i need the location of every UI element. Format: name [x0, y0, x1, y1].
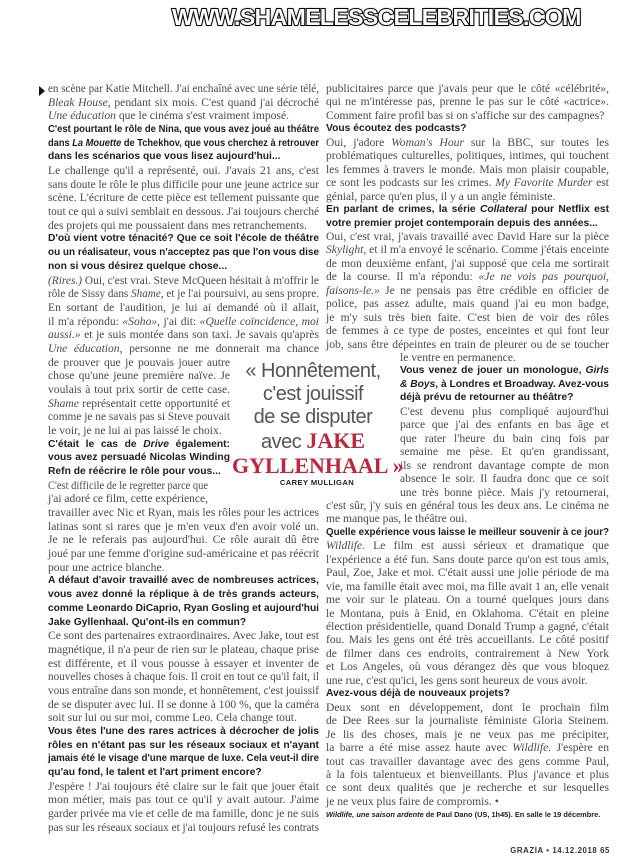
line-text: une rue, c'est qu'ici, les gens sont heureux de vous avoir. — [326, 673, 588, 687]
answer-line — [326, 795, 609, 808]
answer-line — [48, 643, 319, 656]
question-line — [48, 574, 319, 587]
answer-line — [326, 633, 609, 646]
line-text: Une éducation, personne ne me donnerait ma chance — [48, 341, 319, 355]
line-text: de se disputer avec lui. Il se donne à 100 %, que la caméra — [48, 697, 319, 711]
answer-line — [326, 674, 609, 687]
answer-line — [48, 629, 319, 642]
line-text: vous avez donné la réplique à de très grands acteurs, — [48, 589, 319, 601]
answer-line — [48, 410, 230, 423]
answer-line — [48, 178, 319, 191]
answer-line — [48, 657, 319, 670]
line-text: A défaut d'avoir travaillé avec de nombreuses actrices, — [48, 575, 319, 587]
answer-line — [400, 405, 609, 418]
line-text: Vous êtes l'une des rares actrices à décrocher de jolis — [48, 725, 319, 737]
pull-quote-line — [232, 429, 394, 454]
line-text: pas sur les réseaux sociaux et j'ai toujours refusé les contrats — [48, 820, 319, 834]
line-text: une très bonne pièce. Mais j'y retournerai, — [400, 485, 609, 499]
answer-line — [48, 506, 319, 519]
line-text: vous entraîne dans son monde, et honnêtement, c'est jouissif — [48, 683, 319, 697]
answer-line — [48, 82, 319, 95]
line-text: dans La Mouette de Tchekhov, que vous cherchez à retrouver — [48, 137, 319, 149]
line-text: J'espère ! J'ai toujours été claire sur le fait que jouer était — [48, 779, 319, 793]
line-text: ou un réalisateur, vous n'acceptez pas que l'on vous dise — [48, 247, 319, 259]
answer-line — [48, 315, 319, 328]
line-text: élection présidentielle, quand Donald Trump a gagné, c'était — [326, 620, 609, 633]
line-text: je ne veux plus faire de compromis. • — [326, 794, 499, 808]
answer-line — [48, 780, 319, 793]
line-text: soit sur lui ou sur moi, comme Leo. Cela change tout. — [48, 711, 297, 725]
line-text: Oui, c'est vrai, j'avais travaillé avec David Hare sur la pièce — [326, 229, 609, 243]
answer-line — [326, 95, 609, 108]
line-text: parce que j'ai des enfants en bas âge et — [400, 418, 609, 432]
line-text: latinas sont si rares que je m'en veux d'en avoir volé un. — [48, 519, 319, 533]
line-text: voulais à tout prix sortir de cette case. — [48, 382, 230, 396]
answer-line — [48, 698, 319, 711]
line-text: Je ne le referais pas aujourd'hui. Ce rôle aurait dû être — [48, 533, 319, 547]
question-line — [48, 232, 319, 245]
line-text: rôle de Sissy dans Shame, et je l'ai poursuivi, au sens propre. — [48, 287, 319, 301]
line-text: (Rires.) Oui, c'est vrai. Steve McQueen hésitait à m'offrir le — [48, 273, 319, 287]
answer-line — [48, 205, 319, 218]
question-line — [326, 687, 609, 700]
line-text: je m'y suis très bien faite. C'est bien de voir des rôles — [326, 310, 609, 324]
answer-line — [326, 257, 609, 270]
answer-line — [326, 607, 609, 620]
line-text: Refn de réécrire le rôle pour vous... — [48, 466, 221, 478]
line-text: ce sont deux qualités que je recherche et sur lesquelles — [326, 781, 609, 795]
line-text: sans doute le rôle le plus difficile pour une jeune actrice sur — [48, 177, 319, 191]
film-credit — [326, 808, 609, 821]
question-line — [48, 739, 319, 752]
line-text: qui ne m'intéresse pas, prenne le pas sur le côté «actrice». — [326, 95, 609, 109]
line-text: police, pas assez adulte, mais quand j'ai eu mon badge, — [326, 297, 609, 311]
answer-line — [326, 566, 609, 579]
line-text: de prouver que je pouvais jouer autre — [48, 355, 230, 369]
answer-line — [400, 459, 609, 472]
line-text: vous avez persuadé Nicolas Winding — [48, 452, 230, 464]
question-line — [48, 123, 319, 136]
answer-line — [400, 445, 609, 458]
answer-line — [326, 755, 609, 768]
line-text: publicitaires parce que j'avais peur que le côté «célébrité», — [326, 82, 609, 95]
line-text: vie, ma famille était avec moi, ma fille avait 1 an, elle venait — [326, 579, 609, 593]
answer-line — [48, 383, 230, 396]
line-text: qu'au fond, le talent et l'art priment encore? — [48, 767, 262, 778]
line-text: Wildlife, une saison ardente de Paul Dano (US, 1h45). En salle le 19 décembre. — [326, 810, 601, 820]
line-text: de filmer dans ces endroits, contrairement à New York — [326, 646, 609, 660]
line-text: Je lis des choses, mais je ne veux pas me précipiter, — [326, 727, 609, 741]
line-text: job, sans être dépeintes en train de pleurer ou de se toucher — [326, 337, 609, 351]
answer-line — [48, 424, 230, 437]
question-line — [48, 766, 319, 779]
pull-quote-line: « Honnêtement, — [245, 360, 381, 382]
pull-quote-name-last: GYLLENHAAL — [232, 453, 388, 478]
question-line — [326, 526, 609, 539]
line-text: dans les scénarios que vous lisez aujourd'hui... — [48, 151, 281, 163]
line-text: Jake Gyllenhaal. Qu'ont-ils en commun? — [48, 616, 247, 628]
answer-line — [326, 190, 609, 203]
answer-line — [326, 593, 609, 606]
line-text: semaine me pèse. Et qu'en grandissant, — [400, 445, 609, 459]
answer-line — [48, 109, 319, 122]
line-text: Une éducation que le cinéma s'est vraiment imposé. — [48, 109, 289, 123]
answer-line — [326, 553, 609, 566]
line-text: travailler avec Nic et Ryan, mais les rôles pour les actrices — [48, 506, 319, 520]
line-text: de Dee Rees sur la journaliste féministe Gloria Steinem. — [326, 714, 609, 728]
line-text: déjà prévu de retourner au théâtre? — [400, 392, 574, 404]
line-text: il m'a répondu: «Soho», j'ai dit: «Quelle coïncidence, moi — [48, 314, 319, 328]
answer-line — [326, 270, 609, 283]
answer-line — [326, 109, 609, 122]
line-text: Paul, Zoe, Jake et moi. C'était aussi une jolie période de ma — [326, 566, 609, 580]
line-text: l'expérience a été fun. Sans doute parce qu'on est tous amis, — [326, 552, 609, 566]
pull-quote-byline: CAREY MULLIGAN — [279, 478, 355, 487]
answer-line — [326, 701, 609, 714]
answer-line — [326, 243, 609, 256]
line-text: que rater l'heure du bain cinq fois par — [400, 431, 609, 445]
line-text: le voir, je ne lui ai pas laissé le choix. — [48, 424, 222, 437]
line-text: chose qu'une jeune première naïve. Je — [48, 369, 230, 383]
line-text: j'ai adoré ce film, cette expérience, — [48, 492, 208, 506]
line-text: D'où vient votre ténacité? Que ce soit l'école de théâtre — [48, 233, 319, 245]
question-line — [48, 150, 319, 163]
answer-line — [326, 781, 609, 794]
answer-line — [400, 432, 609, 445]
line-text: Skylight, et il m'a envoyé le scénario. Comme j'étais enceinte — [326, 243, 609, 257]
line-text: Deux sont en développement, dont le prochain film — [326, 700, 609, 714]
line-text: Le challenge qu'il a représenté, oui. J'avais 21 ans, c'est — [48, 164, 319, 178]
question-line — [48, 616, 319, 629]
line-text: de femmes à ce type de postes, enceintes et qui font leur — [326, 324, 609, 338]
line-text: des projets qui me poussaient dans mes retranchements. — [48, 218, 307, 232]
answer-line — [48, 191, 319, 204]
line-text: la barre a été mise assez haute avec Wildlife. J'espère en — [326, 741, 609, 755]
question-line — [48, 137, 319, 150]
line-text: rôles en n'étant pas sur les réseaux sociaux et n'ayant — [48, 739, 319, 751]
line-text: Wildlife. Le film est aussi sérieux et dramatique que — [326, 539, 609, 553]
line-text: en scène par Katie Mitchell. J'ai enchaîné avec une série télé, — [48, 82, 319, 95]
line-text: non si vous désirez quelque chose... — [48, 260, 228, 272]
line-text: le Montana, puis à Enid, en Oklahoma. C'était en pleine — [326, 606, 609, 620]
answer-line — [48, 369, 230, 382]
answer-line — [326, 297, 609, 310]
line-text: votre premier projet contemporain depuis des années... — [326, 217, 598, 229]
line-text: de mon deuxième enfant, j'ai supposé que cela me sortirait — [326, 256, 609, 270]
answer-line — [326, 741, 609, 754]
answer-line — [48, 492, 208, 505]
question-line — [48, 246, 319, 259]
line-text: génial, parce qu'en plus, il y a un angle féministe. — [326, 189, 556, 203]
question-line — [400, 391, 609, 404]
answer-line — [48, 547, 319, 560]
line-text: magnétique, il n'a peur de rien sur le plateau, chaque prise — [48, 642, 319, 656]
line-text: et Los Angeles, où vous dérangez dès que vous bloquez — [326, 660, 609, 674]
pull-quote-close: » — [387, 453, 404, 478]
pull-quote-line: c'est jouissif — [262, 383, 364, 405]
answer-line — [326, 338, 609, 351]
line-text: mon métier, mais pas tout ce qu'il y avait autour. J'aime — [48, 793, 319, 807]
question-line — [326, 203, 609, 216]
line-text: nouvelles choses à chaque fois. Il croit en tout ce qu'il fait, il — [48, 670, 319, 684]
answer-line — [48, 561, 319, 574]
pull-quote-line — [232, 453, 404, 479]
answer-line — [400, 486, 609, 499]
pull-quote-name-first: JAKE — [306, 428, 365, 453]
line-text: joué par une femme d'origine sud-américaine et pas réécrit — [48, 547, 319, 561]
line-text: C'est devenu plus compliqué aujourd'hui — [400, 404, 609, 418]
line-text: Ce sont des partenaires extraordinaires. Avec Jake, tout est — [48, 629, 319, 643]
question-line — [326, 122, 609, 135]
answer-line — [326, 512, 609, 525]
answer-line — [326, 647, 609, 660]
line-text: C'est pourtant le rôle de Nina, que vous avez joué au théâtre — [48, 124, 319, 136]
line-text: C'était le cas de Drive également: — [48, 438, 230, 450]
answer-line — [48, 533, 319, 546]
answer-line — [48, 356, 230, 369]
answer-line — [326, 728, 609, 741]
question-line — [400, 378, 609, 391]
answer-line — [326, 149, 609, 162]
line-text: Comment faire profil bas si on s'affiche sur des campagnes? — [326, 108, 605, 122]
answer-line — [326, 580, 609, 593]
line-text: scène. L'écriture de cette pièce est tellement puissante que — [48, 191, 319, 205]
line-text: Oui, j'adore Woman's Hour sur la BBC, sur toutes les — [326, 135, 609, 149]
answer-line — [326, 660, 609, 673]
answer-line — [326, 499, 609, 512]
answer-line — [48, 821, 319, 834]
line-text: Shame représentait cette opportunité et — [48, 396, 230, 410]
answer-line — [326, 324, 609, 337]
line-text: absence le soir. Il faudra donc que ce soit — [400, 472, 609, 486]
answer-line — [48, 807, 319, 820]
line-text: de la course. Il m'a répondu: «Je ne vois pas pourquoi, — [326, 270, 610, 284]
answer-line — [326, 284, 609, 297]
answer-line — [48, 520, 319, 533]
question-line — [400, 364, 609, 377]
question-line — [48, 465, 230, 478]
answer-line — [48, 164, 319, 177]
watermark: WWW.SHAMELESSCELEBRITIES.COM — [172, 4, 581, 30]
line-text: En parlant de crimes, la série Collateral pour Netflix est — [326, 204, 609, 216]
line-text: garder privée ma vie et celle de ma famille, donc je ne suis — [48, 807, 319, 821]
question-line — [48, 602, 319, 615]
question-line — [48, 752, 319, 765]
answer-line — [326, 539, 609, 552]
line-text: comme je ne savais pas si Steve pouvait — [48, 410, 230, 424]
line-text: tout ce qui a suivi semblait en dessous. J'ai toujours cherché — [48, 205, 319, 219]
line-text: tout cas travailler davantage avec des gens comme Paul, — [326, 754, 609, 768]
line-text: à la fois talentueux et bienveillants. Plus j'avance et plus — [326, 767, 609, 781]
continuation-arrow-icon — [39, 86, 45, 96]
answer-line — [48, 670, 319, 683]
answer-line — [48, 301, 319, 314]
answer-line — [48, 96, 319, 109]
line-text: les femmes à travers le monde. Mais mon plaisir coupable, — [326, 162, 609, 176]
line-text: problématiques culturelles, politiques, intimes, qui touchent — [326, 149, 609, 163]
line-text: Vous venez de jouer un monologue, Girls — [400, 365, 609, 377]
answer-line — [326, 136, 609, 149]
answer-line — [48, 479, 208, 492]
line-text: Bleak House, pendant six mois. C'est quand j'ai décroché — [48, 95, 319, 109]
answer-line — [48, 793, 319, 806]
answer-line — [48, 711, 319, 724]
line-text: fou. Mais les gens ont été très accueillants. Le côté positif — [326, 633, 609, 647]
answer-line — [326, 82, 609, 95]
line-text: pour une actrice blanche. — [48, 560, 165, 574]
answer-line — [48, 328, 319, 341]
line-text: comme Leonardo DiCaprio, Ryan Gosling et aujourd'hui — [48, 602, 319, 614]
question-line — [48, 725, 319, 738]
line-text: Avez-vous déjà de nouveaux projets? — [326, 688, 510, 700]
line-text: c'est sûr, j'y suis en général tous les deux ans. Le cinéma ne — [326, 498, 609, 512]
question-line — [326, 217, 609, 230]
question-line — [48, 260, 319, 273]
pull-quote-line: de se disputer — [253, 406, 373, 428]
answer-line — [326, 163, 609, 176]
line-text: ils se rendront davantage compte de mon — [400, 458, 609, 472]
line-text: est différente, et il vous pousse à essayer et inventer de — [48, 656, 319, 670]
answer-line — [400, 351, 609, 364]
line-text: faisons-le.» Je ne pensais pas être crédible en officier de — [326, 283, 609, 297]
answer-line — [48, 342, 319, 355]
line-text: C'est difficile de le regretter parce que — [48, 478, 208, 492]
answer-line — [48, 397, 230, 410]
line-text: En sortant de l'audition, je lui ai demandé où il allait, — [48, 300, 319, 314]
line-text: le ventre en permanence. — [400, 351, 516, 364]
line-text: & Boys, à Londres et Broadway. Avez-vous — [400, 378, 609, 390]
pull-quote-text: avec — [261, 431, 307, 453]
line-text: aussi.» et je suis montée dans son taxi. Je savais qu'après — [48, 328, 319, 342]
line-text: me manque pas, le théâtre oui. — [326, 512, 468, 526]
line-text: jamais été le visage d'une marque de luxe. Cela veut-il dire — [48, 753, 319, 765]
answer-line — [326, 311, 609, 324]
question-line — [48, 451, 230, 464]
answer-line — [48, 684, 319, 697]
answer-line — [400, 472, 609, 485]
answer-line — [326, 230, 609, 243]
answer-line — [48, 287, 319, 300]
answer-line — [400, 418, 609, 431]
answer-line — [326, 768, 609, 781]
answer-line — [326, 714, 609, 727]
answer-line — [48, 274, 319, 287]
answer-line — [326, 176, 609, 189]
page-folio: GRAZIA • 14.12.2018 65 — [510, 846, 610, 855]
pull-quote — [232, 360, 404, 479]
answer-line — [48, 219, 319, 232]
answer-line — [326, 620, 609, 633]
question-line — [48, 588, 319, 601]
question-line — [48, 438, 230, 451]
line-text: Vous écoutez des podcasts? — [326, 123, 467, 135]
line-text: Quelle expérience vous laisse le meilleur souvenir à ce jour? — [326, 526, 609, 538]
line-text: me voir sur le plateau. On a tourné quelques jours dans — [326, 593, 609, 607]
line-text: ce sont les podcasts sur les crimes. My Favorite Murder est — [326, 176, 609, 190]
